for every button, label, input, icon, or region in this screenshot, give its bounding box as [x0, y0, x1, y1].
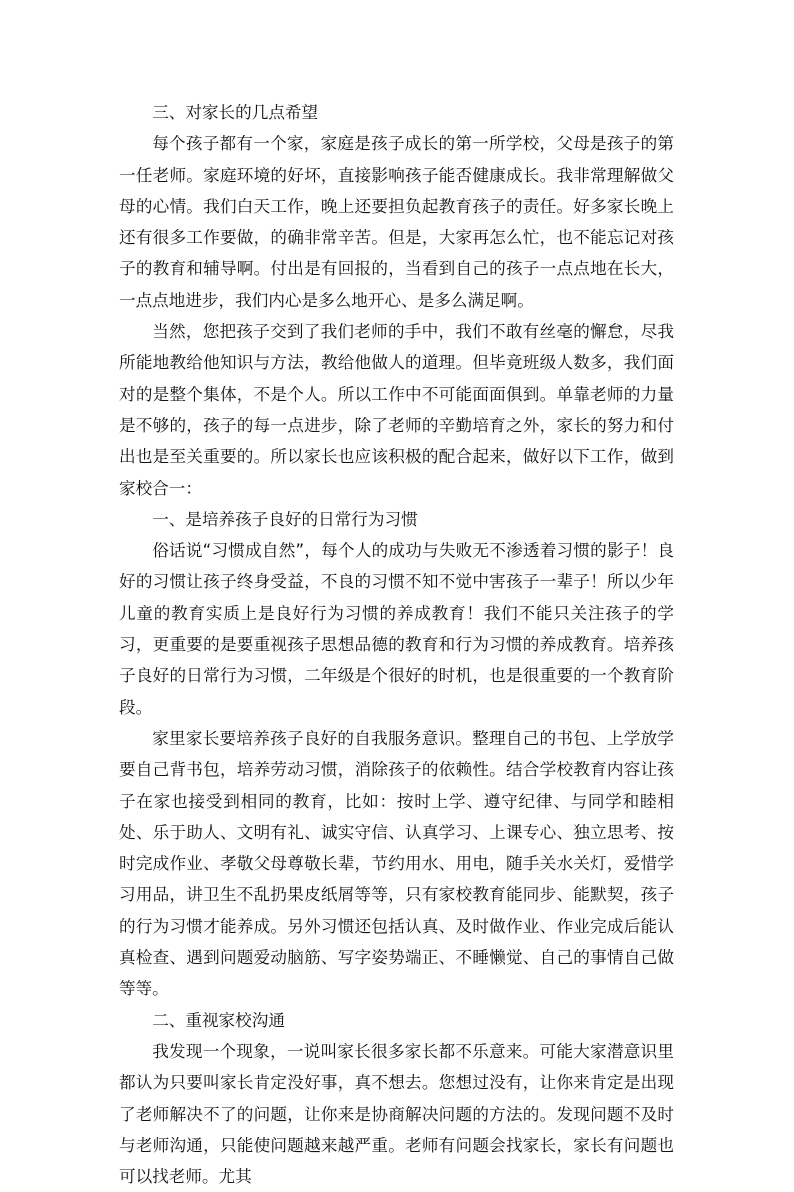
- document-page: [119, 97, 674, 1192]
- paragraph-communication: 我发现一个现象，一说叫家长很多家长都不乐意来。可能大家潜意识里都认为只要叫家长肯定没好事，真不想去。您想过没有，让你来肯定是出现了老师解决不了的问题，让你来是协商解决问题的方法的。发现问题不及时与老师沟通，只能使问题越来越严重。老师有问题会找家长，家长有问题也可以找老师。尤其: [119, 1041, 674, 1187]
- subheading-communication: 二、重视家校沟通: [152, 1010, 285, 1030]
- paragraph-home-training: 家里家长要培养孩子良好的自我服务意识。整理自己的书包、上学放学要自己背书包，培养劳动习惯，消除孩子的依赖性。结合学校教育内容让孩子在家也接受到相同的教育，比如：按时上学、遵守纪律、与同学和睦相处、乐于助人、文明有礼、诚实守信、认真学习、上课专心、独立思考、按时完成作业、孝敬父母尊敬长辈，节约用水、用电，随手关水关灯，爱惜学习用品，讲卫生不乱扔果皮纸屑等等，只有家校教育能同步、能默契，孩子的行为习惯才能养成。另外习惯还包括认真、及时做作业、作业完成后能认真检查、遇到问题爱动脑筋、写字姿势端正、不睡懒觉、自己的事情自己做等等。: [119, 728, 674, 999]
- paragraph-teacher-effort: 当然，您把孩子交到了我们老师的手中，我们不敢有丝毫的懈怠，尽我所能地教给他知识与方法，教给他做人的道理。但毕竟班级人数多，我们面对的是整个集体，不是个人。所以工作中不可能面面俱到。单靠老师的力量是不够的，孩子的每一点进步，除了老师的辛勤培育之外，家长的努力和付出也是至关重要的。所以家长也应该积极的配合起来，做好以下工作，做到家校合一：: [119, 322, 674, 498]
- subheading-habits: 一、是培养孩子良好的日常行为习惯: [152, 509, 418, 529]
- paragraph-habit-importance: 俗话说“习惯成自然”，每个人的成功与失败无不渗透着习惯的影子！良好的习惯让孩子终身受益，不良的习惯不知不觉中害孩子一辈子！所以少年儿童的教育实质上是良好行为习惯的养成教育！我们不能只关注孩子的学习，更重要的是要重视孩子思想品德的教育和行为习惯的养成教育。培养孩子良好的日常行为习惯，二年级是个很好的时机，也是很重要的一个教育阶段。: [119, 541, 674, 717]
- section-heading: 三、对家长的几点希望: [152, 103, 319, 122]
- paragraph-family-role: 每个孩子都有一个家，家庭是孩子成长的第一所学校，父母是孩子的第一任老师。家庭环境的好坏，直接影响孩子能否健康成长。我非常理解做父母的心情。我们白天工作，晚上还要担负起教育孩子的责任。好多家长晚上还有很多工作要做，的确非常辛苦。但是，大家再怎么忙，也不能忘记对孩子的教育和辅导啊。付出是有回报的，当看到自己的孩子一点点地在长大，一点点地进步，我们内心是多么地开心、是多么满足啊。: [119, 134, 674, 310]
